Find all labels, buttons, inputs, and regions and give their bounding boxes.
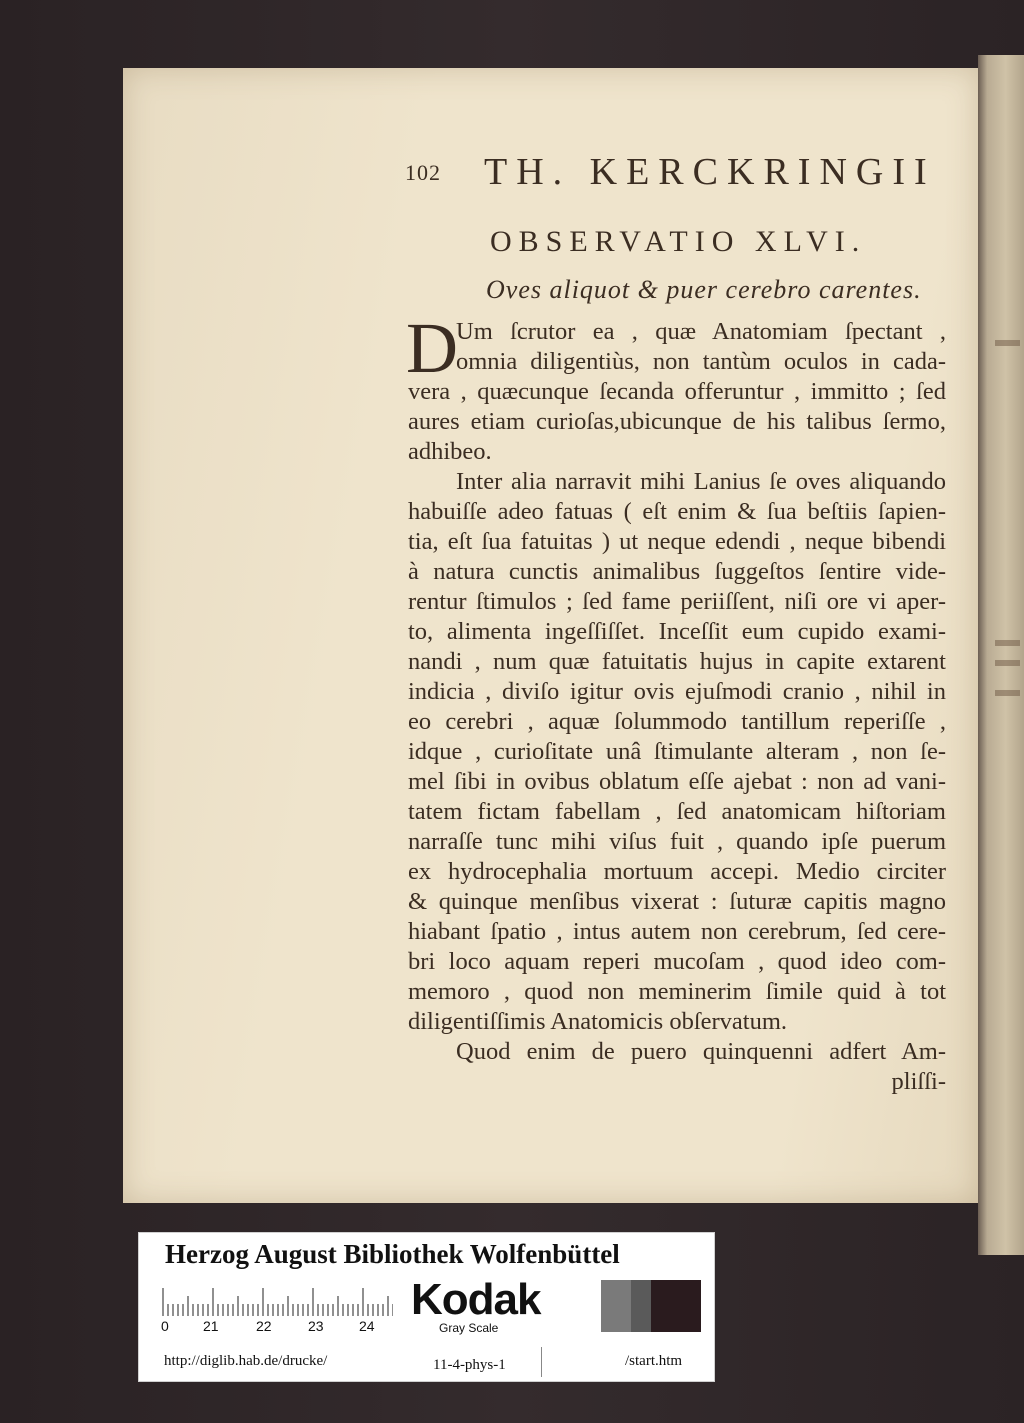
observation-heading: OBSERVATIO XLVI.: [490, 225, 867, 258]
running-head: [0, 150, 1024, 200]
text-line: diligentiſſimis Anatomicis obſervatum.: [408, 1008, 788, 1035]
text-line: hiabant ſpatio , intus autem non cerebrum, ſed cere-: [408, 918, 946, 945]
gray-swatches: [551, 1280, 701, 1332]
text-line: idque , curioſitate unâ ſtimulante alteram , non ſe-: [408, 738, 946, 765]
drop-cap: D: [406, 308, 458, 388]
text-line: tatem fictam fabellam , ſed anatomicam hiſtoriam: [408, 798, 946, 825]
text-line: ex hydrocephalia mortuum accepi. Medio circiter: [408, 858, 946, 885]
ruler-number: 24: [359, 1318, 375, 1334]
gray-swatch: [551, 1280, 601, 1332]
kodak-logo: Kodak: [411, 1275, 541, 1324]
gray-swatch: [601, 1280, 631, 1332]
gray-scale-label: Gray Scale: [439, 1321, 499, 1335]
text-line: mel ſibi in ovibus oblatum eſſe ajebat : non ad vani-: [408, 768, 946, 795]
text-line: aures etiam curioſas,ubicunque de his talibus ſermo,: [408, 408, 946, 435]
url-identifier: 11-4-phys-1: [433, 1357, 506, 1373]
gray-swatch: [651, 1280, 701, 1332]
url-suffix: /start.htm: [625, 1353, 683, 1369]
text-line: memoro , quod non meminerim ſimile quid à tot: [408, 978, 946, 1005]
ruler-ticks: [161, 1286, 393, 1316]
text-line: narraſſe tunc mihi viſus fuit , quando ipſe puerum: [408, 828, 946, 855]
edge-mark: [995, 660, 1020, 666]
url-base: http://diglib.hab.de/drucke/: [164, 1353, 328, 1369]
text-line: omnia diligentiùs, non tantùm oculos in cada-: [456, 348, 946, 375]
text-line: tia, eſt ſua fatuitas ) ut neque edendi , neque bibendi: [408, 528, 946, 555]
edge-mark: [995, 640, 1020, 646]
label-footer: [139, 1347, 714, 1377]
text-line: vera , quæcunque ſecanda offeruntur , immitto ; ſed: [408, 378, 946, 405]
library-title: Herzog August Bibliothek Wolfenbüttel: [165, 1239, 620, 1269]
text-line: à natura cunctis animalibus ſuggeſtos ſentire vide-: [408, 558, 946, 585]
text-line: habuiſſe adeo fatuas ( eſt enim & ſua beſtiis ſapien-: [408, 498, 946, 525]
running-title: TH. KERCKRINGII: [484, 151, 936, 193]
ruler-number: 23: [308, 1318, 324, 1334]
ruler-number: 0: [161, 1318, 169, 1334]
ruler-number: 22: [256, 1318, 272, 1334]
catchword: pliſſi-: [891, 1068, 946, 1095]
text-line: Um ſcrutor ea , quæ Anatomiam ſpectant ,: [456, 318, 946, 345]
text-line: to, alimenta ingeſſiſſet. Inceſſit eum cupido exami-: [408, 618, 946, 645]
text-line: rentur ſtimulos ; ſed fame periiſſent, niſi ore vi aper-: [408, 588, 946, 615]
text-line: & quinque menſibus vixerat : ſuturæ capitis magno: [408, 888, 946, 915]
text-line: indicia , diviſo igitur ovis ejuſmodi cranio , nihil in: [408, 678, 946, 705]
text-line: Quod enim de puero quinquenni adfert Am-: [456, 1038, 946, 1065]
text-line: nandi , num quæ fatuitatis hujus in capite extarent: [408, 648, 946, 675]
text-line: eo cerebri , aquæ ſolummodo tantillum reperiſſe ,: [408, 708, 946, 735]
observation-subtitle: Oves aliquot & puer cerebro carentes.: [486, 275, 922, 304]
footer-divider: [541, 1347, 542, 1377]
gray-swatch: [631, 1280, 651, 1332]
edge-mark: [995, 340, 1020, 346]
text-line: adhibeo.: [408, 438, 492, 465]
text-line: Inter alia narravit mihi Lanius ſe oves aliquando: [456, 468, 946, 495]
edge-mark: [995, 690, 1020, 696]
color-calibration-label: [138, 1232, 715, 1382]
page-number: 102: [405, 160, 441, 185]
ruler-number: 21: [203, 1318, 219, 1334]
measurement-ruler: [161, 1286, 393, 1334]
text-line: bri loco aquam reperi mucoſam , quod ideo com-: [408, 948, 946, 975]
next-page-edge: [978, 55, 1024, 1255]
